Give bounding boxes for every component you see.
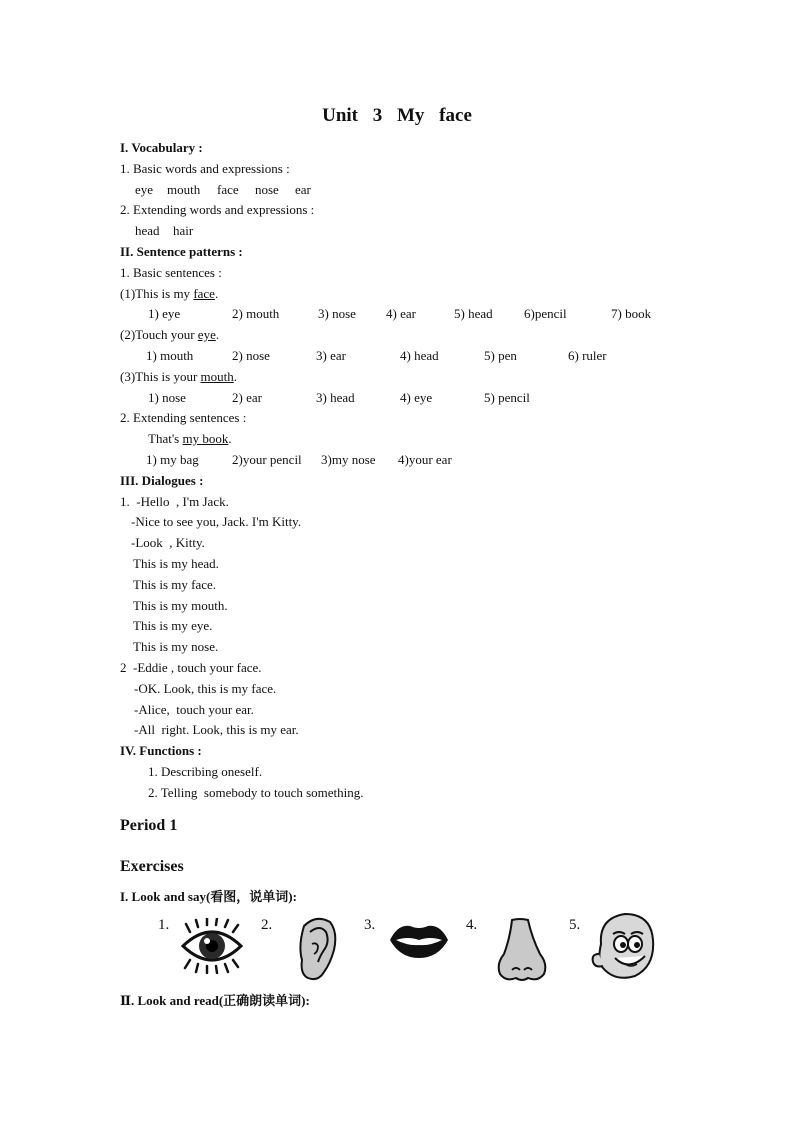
substitution-item: 3) head bbox=[316, 390, 355, 405]
functions-heading: IV. Functions : bbox=[120, 743, 202, 758]
dialogue-line: 1. -Hello , I'm Jack. bbox=[120, 494, 229, 509]
dialogue-line: -All right. Look, this is my ear. bbox=[134, 722, 299, 737]
vocab-word: nose bbox=[255, 182, 279, 197]
substitution-item: 4)your ear bbox=[398, 452, 452, 467]
period-heading: Period 1 bbox=[120, 817, 178, 834]
substitution-item: 5) head bbox=[454, 306, 493, 321]
dialogue-line: -Look , Kitty. bbox=[131, 535, 205, 550]
nose-picture bbox=[496, 918, 548, 982]
substitution-item: 1) mouth bbox=[146, 348, 194, 363]
dialogue-line: This is my face. bbox=[133, 577, 217, 592]
dialogue-line: This is my head. bbox=[133, 556, 219, 571]
vocab-word: head bbox=[135, 223, 160, 238]
eye-picture bbox=[180, 918, 244, 974]
ear-picture bbox=[296, 916, 338, 982]
exercise-2-heading: Ⅱ. Look and read(正确朗读单词): bbox=[120, 993, 310, 1008]
dialogue-line: This is my mouth. bbox=[133, 598, 228, 613]
extending-words-label: 2. Extending words and expressions : bbox=[120, 202, 315, 217]
sentence-keyword: eye bbox=[197, 327, 216, 342]
exercises-heading: Exercises bbox=[120, 858, 184, 875]
dialogue-line: -OK. Look, this is my face. bbox=[134, 681, 277, 696]
vocab-word: ear bbox=[295, 182, 311, 197]
dialogue-line: This is my eye. bbox=[133, 618, 213, 633]
substitution-item: 4) eye bbox=[400, 390, 433, 405]
page-title: Unit 3 My face bbox=[322, 105, 472, 126]
picture-number: 1. bbox=[158, 917, 170, 933]
dialogue-line: -Nice to see you, Jack. I'm Kitty. bbox=[131, 514, 302, 529]
vocab-word: face bbox=[217, 182, 239, 197]
substitution-item: 2)your pencil bbox=[232, 452, 302, 467]
face-picture bbox=[591, 910, 657, 982]
sentence-keyword: mouth bbox=[200, 369, 234, 384]
mouth-picture bbox=[388, 920, 450, 960]
sentence-patterns-heading: II. Sentence patterns : bbox=[120, 244, 243, 259]
sentence-2: (2)Touch your eye. bbox=[120, 327, 220, 342]
substitution-item: 1) my bag bbox=[146, 452, 199, 467]
sentence-1: (1)This is my face. bbox=[120, 286, 219, 301]
basic-sentences-label: 1. Basic sentences : bbox=[120, 265, 222, 280]
vocab-word: hair bbox=[173, 223, 194, 238]
sentence-3: (3)This is your mouth. bbox=[120, 369, 238, 384]
function-item: 2. Telling somebody to touch something. bbox=[148, 785, 364, 800]
picture-number: 4. bbox=[466, 917, 478, 933]
substitution-item: 1) nose bbox=[148, 390, 186, 405]
dialogues-heading: III. Dialogues : bbox=[120, 473, 204, 488]
substitution-item: 3)my nose bbox=[321, 452, 376, 467]
substitution-item: 2) ear bbox=[232, 390, 262, 405]
picture-number: 3. bbox=[364, 917, 376, 933]
picture-number: 5. bbox=[569, 917, 581, 933]
vocab-word: eye bbox=[135, 182, 154, 197]
substitution-item: 2) mouth bbox=[232, 306, 280, 321]
substitution-item: 7) book bbox=[611, 306, 652, 321]
sentence-4: That's my book. bbox=[148, 431, 232, 446]
substitution-item: 4) head bbox=[400, 348, 439, 363]
basic-words-label: 1. Basic words and expressions : bbox=[120, 161, 290, 176]
picture-number: 2. bbox=[261, 917, 273, 933]
function-item: 1. Describing oneself. bbox=[148, 764, 263, 779]
substitution-item: 2) nose bbox=[232, 348, 270, 363]
substitution-item: 1) eye bbox=[148, 306, 181, 321]
sentence-keyword: face bbox=[193, 286, 215, 301]
vocab-word: mouth bbox=[167, 182, 201, 197]
dialogue-line: This is my nose. bbox=[133, 639, 219, 654]
dialogue-line: 2 -Eddie , touch your face. bbox=[120, 660, 262, 675]
substitution-item: 3) ear bbox=[316, 348, 346, 363]
substitution-item: 6) ruler bbox=[568, 348, 607, 363]
vocabulary-heading: I. Vocabulary : bbox=[120, 140, 203, 155]
substitution-item: 5) pen bbox=[484, 348, 517, 363]
substitution-item: 6)pencil bbox=[524, 306, 567, 321]
substitution-item: 3) nose bbox=[318, 306, 356, 321]
substitution-item: 4) ear bbox=[386, 306, 416, 321]
substitution-item: 5) pencil bbox=[484, 390, 530, 405]
dialogue-line: -Alice, touch your ear. bbox=[134, 702, 254, 717]
sentence-keyword: my book bbox=[182, 431, 229, 446]
extending-sentences-label: 2. Extending sentences : bbox=[120, 410, 247, 425]
exercise-1-heading: I. Look and say(看图，说单词): bbox=[120, 889, 297, 904]
